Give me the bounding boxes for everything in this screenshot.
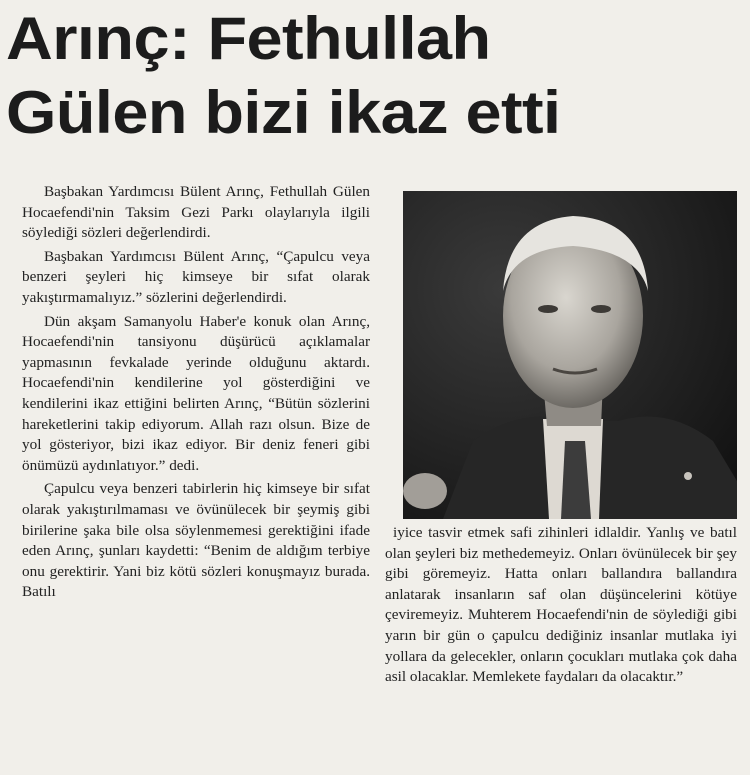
article-paragraph: Çapulcu veya benzeri tabirlerin hiç kimseye bir sıfat olarak yakıştırılmaması ve övünülecek bir şeymiş gibi birilerine şaka bile olsa söylenmemesi gerektiğini ifade eden Arınç, şunları kaydetti: “Benim de aldığım terbiye onu gerektirir. Yani biz kötü sözleri konuşmayız burada. Batılı: [22, 480, 370, 601]
article-paragraph: Başbakan Yardımcısı Bülent Arınç, “Çapulcu veya benzeri şeyleri hiç kimseye bir sıfat olarak yakıştırmamalıyız.” sözlerini değerlendirdi.: [22, 247, 370, 306]
headline-line-2: Gülen bizi ikaz etti: [6, 79, 561, 146]
article-paragraph: Başbakan Yardımcısı Bülent Arınç, Fethullah Gülen Hocaefendi'nin Taksim Gezi Parkı olaylarıyla ilgili söylediği sözleri değerlendirdi.: [22, 183, 370, 242]
article-paragraph: Dün akşam Samanyolu Haber'e konuk olan Arınç, Hocaefendi'nin tansiyonu düşürücü açıklamalar yapmasının fevkalade yerinde olduğunu aktardı. Hocaefendi'nin kendilerine yol gösterdiğini ve kendilerini ikaz ettiğini belirten Arınç, “Bütün sözlerini hareketlerini takip ediyorum. Allah razı olsun. Bize de yol gösteriyor, bizi ikaz ediyor. Bir deniz feneri gibi önümüzü aydınlatıyor.” dedi.: [22, 312, 370, 474]
headline-line-1: Arınç: Fethullah: [6, 5, 491, 72]
portrait-photo: [403, 191, 737, 519]
headline: [6, 2, 750, 150]
portrait-photo-icon: [403, 191, 737, 519]
article-column-left: [22, 182, 370, 603]
article-column-right: [385, 523, 737, 688]
article-paragraph: iyice tasvir etmek safi zihinleri idlaldir. Yanlış ve batıl olan şeyleri biz methedemeyiz. Onları övünülecek bir şey gibi göremeyiz. Hatta onları ballandıra ballandıra anlatarak insanların saf olan düşüncelerini kötüye çeviremeyiz. Muhterem Hocaefendi'nin de söylediği gibi yarın bir gün o çapulcu dediğiniz insanlar mutlaka iyi yollara da gelecekler, onların çocukları mutlaka çok daha asil olacaklar. Memlekete faydaları da olacaktır.”: [385, 524, 737, 686]
